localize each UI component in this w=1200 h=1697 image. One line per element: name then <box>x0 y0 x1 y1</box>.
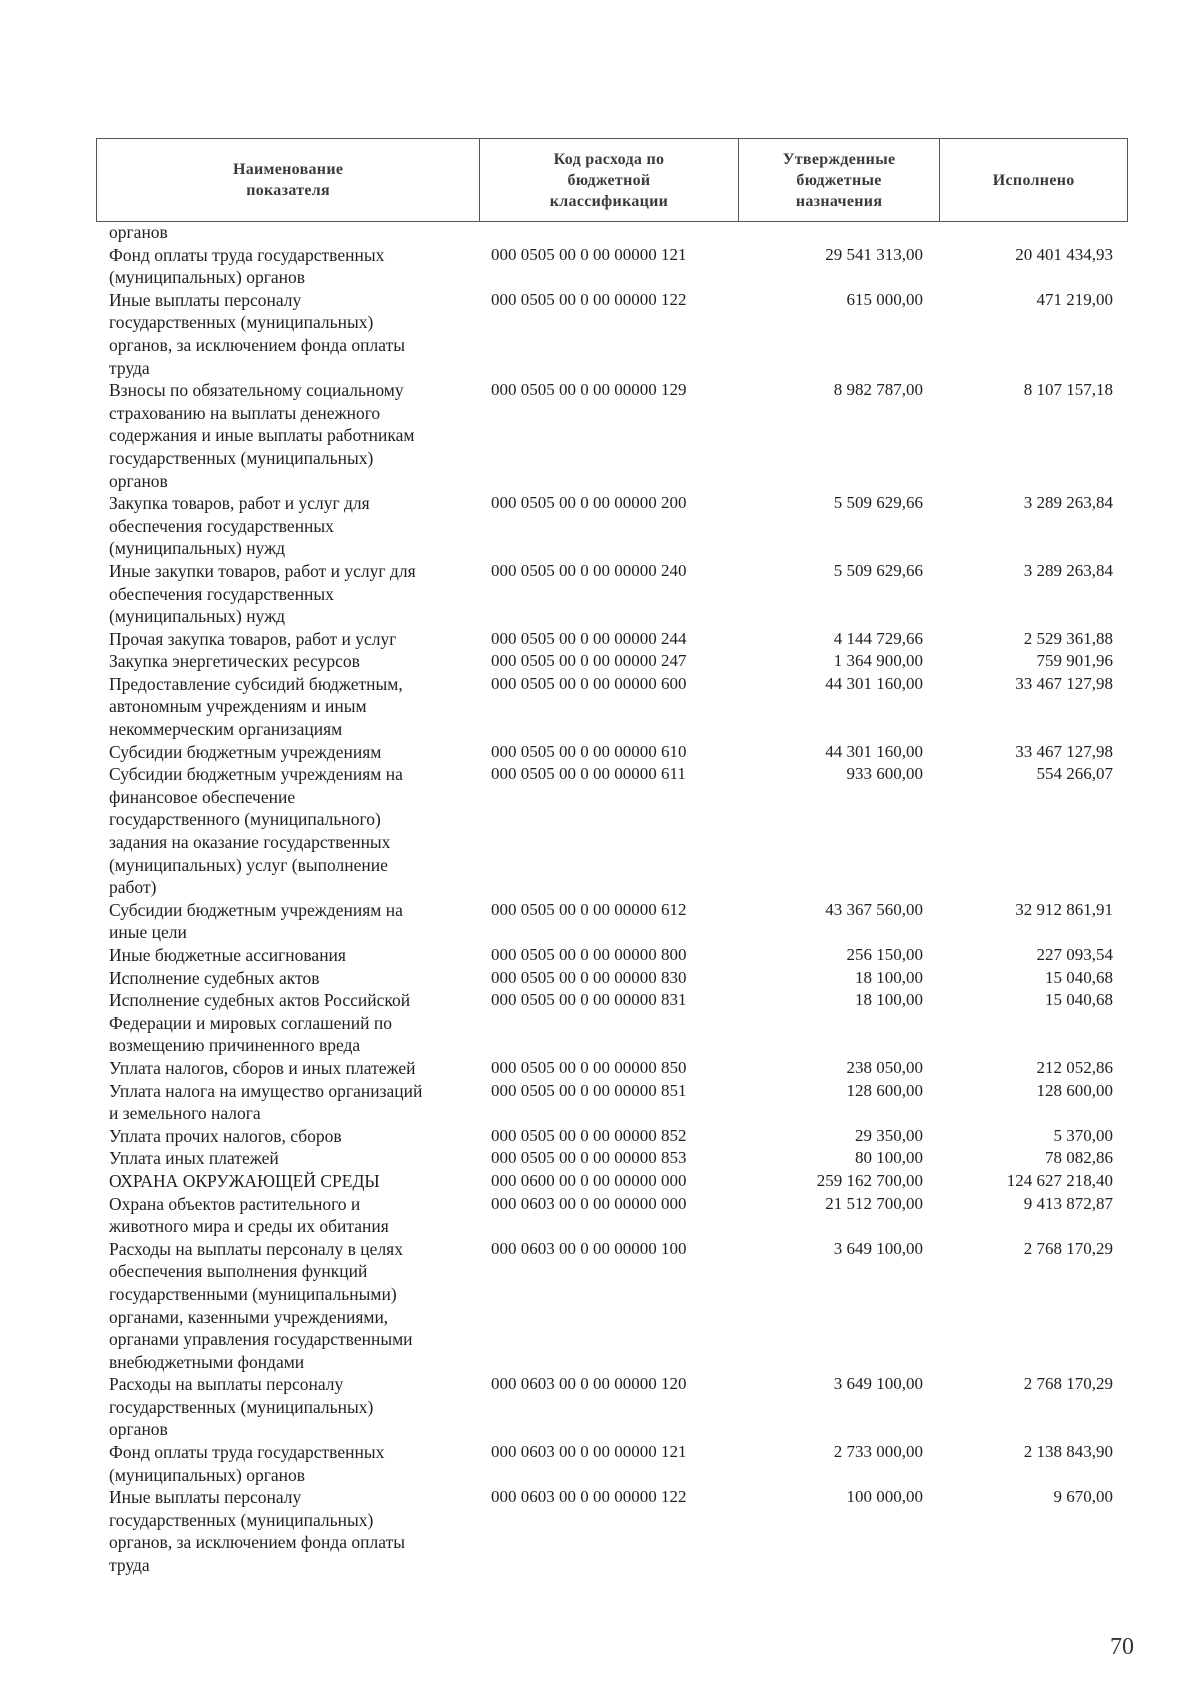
indicator-name-line: (муниципальных) нужд <box>109 606 286 627</box>
expense-code: 000 0505 00 0 00 00000 122 <box>491 289 687 309</box>
expense-code: 000 0505 00 0 00 00000 200 <box>491 493 687 513</box>
table-row <box>109 1080 1129 1125</box>
indicator-name-line: Иные бюджетные ассигнования <box>109 945 346 965</box>
executed-amount: 33 467 127,98 <box>1015 741 1113 761</box>
expense-code: 000 0505 00 0 00 00000 240 <box>491 560 687 580</box>
indicator-name <box>109 492 487 560</box>
expense-code: 000 0505 00 0 00 00000 121 <box>491 244 687 264</box>
expense-code: 000 0603 00 0 00 00000 000 <box>491 1193 687 1213</box>
indicator-name <box>109 628 487 651</box>
table-row <box>109 289 1129 379</box>
approved-amount: 21 512 700,00 <box>825 1193 923 1213</box>
indicator-name <box>109 1373 487 1441</box>
table-row <box>109 1147 1129 1170</box>
table-row <box>109 763 1129 899</box>
indicator-name-line: Уплата иных платежей <box>109 1148 279 1169</box>
approved-amount: 18 100,00 <box>855 967 923 987</box>
indicator-name-line: органов <box>109 470 168 491</box>
executed-amount: 20 401 434,93 <box>1015 244 1113 264</box>
indicator-name-line: Расходы на выплаты персоналу в целях <box>109 1238 403 1259</box>
header-line: назначения <box>795 192 883 210</box>
table-row <box>109 650 1129 673</box>
indicator-name-line: Субсидии бюджетным учреждениям на <box>109 899 403 920</box>
approved-amount: 8 982 787,00 <box>833 380 923 400</box>
expense-code: 000 0505 00 0 00 00000 800 <box>491 945 687 964</box>
indicator-name-line: финансовое обеспечение <box>109 786 296 807</box>
expense-code: 000 0505 00 0 00 00000 831 <box>491 990 687 1010</box>
indicator-name <box>109 1080 487 1125</box>
header-expense-code <box>480 139 739 221</box>
indicator-name-line: государственного (муниципального) <box>109 809 381 830</box>
indicator-name-line: Охрана объектов растительного и <box>109 1193 361 1214</box>
indicator-name <box>109 379 487 492</box>
expense-code: 000 0603 00 0 00 00000 122 <box>491 1487 687 1507</box>
indicator-name-line: государственными (муниципальными) <box>109 1283 397 1304</box>
table-row <box>109 989 1129 1057</box>
executed-amount: 9 413 872,87 <box>1023 1193 1113 1213</box>
approved-amount <box>723 221 923 244</box>
approved-amount: 18 100,00 <box>855 990 923 1010</box>
indicator-name <box>109 1486 487 1576</box>
indicator-name-line: Предоставление субсидий бюджетным, <box>109 673 403 694</box>
indicator-name-line: (муниципальных) нужд <box>109 538 286 559</box>
expense-code: 000 0600 00 0 00 00000 000 <box>491 1170 687 1190</box>
approved-amount: 100 000,00 <box>846 1487 923 1507</box>
indicator-name-line: Иные выплаты персоналу <box>109 289 302 310</box>
header-indicator-name <box>97 139 480 221</box>
executed-amount: 15 040,68 <box>1045 967 1113 987</box>
indicator-name-line: задания на оказание государственных <box>109 832 391 853</box>
indicator-name <box>109 650 487 673</box>
indicator-name-line: Фонд оплаты труда государственных <box>109 1442 385 1463</box>
indicator-name <box>109 1170 487 1193</box>
executed-amount: 3 289 263,84 <box>1023 560 1113 580</box>
executed-amount: 471 219,00 <box>1036 289 1113 309</box>
executed-amount: 33 467 127,98 <box>1015 673 1113 693</box>
header-line: показателя <box>246 182 331 199</box>
header-executed <box>940 139 1127 221</box>
expense-code: 000 0505 00 0 00 00000 611 <box>491 764 686 784</box>
executed-amount: 227 093,54 <box>1036 945 1113 964</box>
table-row <box>109 628 1129 651</box>
approved-amount: 29 350,00 <box>855 1125 923 1145</box>
indicator-name-line: обеспечения государственных <box>109 583 334 604</box>
table-row <box>109 967 1129 990</box>
indicator-name-line: Уплата налога на имущество организаций <box>109 1080 423 1101</box>
indicator-name-line: органов, за исключением фонда оплаты <box>109 334 405 355</box>
indicator-name-line: животного мира и среды их обитания <box>109 1216 389 1237</box>
indicator-name <box>109 763 487 899</box>
expense-code: 000 0505 00 0 00 00000 600 <box>491 673 687 693</box>
approved-amount: 256 150,00 <box>846 945 923 964</box>
indicator-name <box>109 741 487 764</box>
indicator-name-line: обеспечения выполнения функций <box>109 1261 368 1282</box>
executed-amount: 15 040,68 <box>1045 990 1113 1010</box>
indicator-name-line: иные цели <box>109 922 187 943</box>
indicator-name <box>109 989 487 1057</box>
indicator-name-line: Закупка энергетических ресурсов <box>109 651 360 672</box>
indicator-name-line: Субсидии бюджетным учреждениям на <box>109 764 403 785</box>
table-row <box>109 673 1129 741</box>
table-row <box>109 1441 1129 1486</box>
header-line: Наименование <box>232 161 344 178</box>
indicator-name-line: органов <box>109 1419 168 1440</box>
approved-amount: 933 600,00 <box>846 764 923 784</box>
indicator-name-line: (муниципальных) услуг (выполнение <box>109 854 388 875</box>
indicator-name-line: труда <box>109 1555 150 1576</box>
indicator-name <box>109 289 487 379</box>
approved-amount: 2 733 000,00 <box>833 1442 923 1462</box>
indicator-name <box>109 673 487 741</box>
expense-code: 000 0505 00 0 00 00000 612 <box>491 899 687 919</box>
table-row <box>109 1486 1129 1576</box>
indicator-name-line: Взносы по обязательному социальному <box>109 380 404 401</box>
indicator-name <box>109 899 487 944</box>
approved-amount: 1 364 900,00 <box>833 651 923 671</box>
expense-code: 000 0505 00 0 00 00000 851 <box>491 1080 687 1100</box>
approved-amount: 4 144 729,66 <box>833 628 923 648</box>
table-row <box>109 560 1129 628</box>
executed-amount: 212 052,86 <box>1036 1057 1113 1077</box>
executed-amount: 78 082,86 <box>1045 1148 1113 1168</box>
header-approved-budget <box>739 139 941 221</box>
indicator-name <box>109 560 487 628</box>
indicator-name <box>109 1238 487 1374</box>
indicator-name-line: государственных (муниципальных) <box>109 1396 374 1417</box>
indicator-name-line: и земельного налога <box>109 1103 261 1124</box>
table-row <box>109 899 1129 944</box>
table-row <box>109 944 1129 967</box>
executed-amount: 3 289 263,84 <box>1023 493 1113 513</box>
indicator-name-line: Фонд оплаты труда государственных <box>109 244 385 265</box>
table-row <box>109 492 1129 560</box>
table-row <box>109 1057 1129 1080</box>
indicator-name-line: Уплата налогов, сборов и иных платежей <box>109 1057 416 1078</box>
indicator-name <box>109 967 487 990</box>
expense-code: 000 0505 00 0 00 00000 853 <box>491 1148 687 1168</box>
header-line: бюджетные <box>796 171 882 189</box>
expense-code: 000 0603 00 0 00 00000 100 <box>491 1238 687 1258</box>
indicator-name <box>109 1057 487 1080</box>
table-body <box>109 221 1129 1577</box>
executed-amount: 2 529 361,88 <box>1023 628 1113 648</box>
executed-amount: 128 600,00 <box>1036 1080 1113 1100</box>
executed-amount: 124 627 218,40 <box>1006 1170 1113 1190</box>
indicator-name-line: труда <box>109 357 150 378</box>
indicator-name-line: Исполнение судебных актов <box>109 967 320 988</box>
indicator-name-line: страхованию на выплаты денежного <box>109 402 381 423</box>
table-row <box>109 1373 1129 1441</box>
indicator-name-line: возмещению причиненного вреда <box>109 1035 361 1056</box>
indicator-name <box>109 221 487 244</box>
approved-amount: 44 301 160,00 <box>825 673 923 693</box>
indicator-name-line: (муниципальных) органов <box>109 1464 306 1485</box>
executed-amount: 2 768 170,29 <box>1023 1238 1113 1258</box>
table-row <box>109 1193 1129 1238</box>
indicator-name-line: содержания и иные выплаты работникам <box>109 425 415 446</box>
indicator-name-line: автономным учреждениям и иным <box>109 696 367 717</box>
table-row <box>109 1125 1129 1148</box>
expense-code: 000 0603 00 0 00 00000 121 <box>491 1442 687 1462</box>
executed-amount: 8 107 157,18 <box>1023 380 1113 400</box>
indicator-name-line: обеспечения государственных <box>109 515 334 536</box>
indicator-name-line: Прочая закупка товаров, работ и услуг <box>109 628 397 649</box>
table-row <box>109 379 1129 492</box>
indicator-name-line: государственных (муниципальных) <box>109 1509 374 1530</box>
expense-code: 000 0505 00 0 00 00000 129 <box>491 380 687 400</box>
indicator-name-line: Иные закупки товаров, работ и услуг для <box>109 560 416 581</box>
approved-amount: 3 649 100,00 <box>833 1374 923 1394</box>
approved-amount: 128 600,00 <box>846 1080 923 1100</box>
indicator-name <box>109 1193 487 1238</box>
indicator-name <box>109 1441 487 1486</box>
table-row <box>109 741 1129 764</box>
page-number: 70 <box>1110 1634 1134 1660</box>
approved-amount: 238 050,00 <box>846 1057 923 1077</box>
approved-amount: 615 000,00 <box>846 289 923 309</box>
approved-amount: 80 100,00 <box>855 1148 923 1168</box>
executed-amount: 759 901,96 <box>1036 651 1113 671</box>
indicator-name-line: органами, казенными учреждениями, <box>109 1306 389 1327</box>
header-line: классификации <box>549 192 669 210</box>
table-row <box>109 1170 1129 1193</box>
header-line: бюджетной <box>567 171 651 189</box>
executed-amount: 2 138 843,90 <box>1023 1442 1113 1462</box>
executed-amount: 2 768 170,29 <box>1023 1374 1113 1394</box>
indicator-name-line: внебюджетными фондами <box>109 1351 305 1372</box>
executed-amount: 9 670,00 <box>1053 1487 1113 1507</box>
expense-code <box>487 221 723 244</box>
executed-amount: 554 266,07 <box>1036 764 1113 784</box>
approved-amount: 3 649 100,00 <box>833 1238 923 1258</box>
indicator-name <box>109 944 487 967</box>
expense-code: 000 0505 00 0 00 00000 830 <box>491 967 687 987</box>
approved-amount: 29 541 313,00 <box>825 244 923 264</box>
indicator-name-line: Федерации и мировых соглашений по <box>109 1012 392 1033</box>
approved-amount: 259 162 700,00 <box>816 1170 923 1190</box>
indicator-name-line: Субсидии бюджетным учреждениям <box>109 741 382 762</box>
table-row <box>109 1238 1129 1374</box>
indicator-name-line: Исполнение судебных актов Российской <box>109 990 411 1011</box>
table-row <box>109 221 1129 244</box>
approved-amount: 43 367 560,00 <box>825 899 923 919</box>
header-line: Код расхода по <box>553 150 665 168</box>
executed-amount <box>923 221 1113 244</box>
expense-code: 000 0505 00 0 00 00000 247 <box>491 651 687 671</box>
indicator-name-line: государственных (муниципальных) <box>109 312 374 333</box>
executed-amount: 5 370,00 <box>1053 1125 1113 1145</box>
indicator-name-line: органов, за исключением фонда оплаты <box>109 1532 405 1553</box>
expense-code: 000 0505 00 0 00 00000 850 <box>491 1057 687 1077</box>
header-line: Исполнено <box>992 171 1075 189</box>
expense-code: 000 0505 00 0 00 00000 852 <box>491 1125 687 1145</box>
expense-code: 000 0505 00 0 00 00000 610 <box>491 741 687 761</box>
indicator-name-line: Расходы на выплаты персоналу <box>109 1374 344 1395</box>
expense-code: 000 0603 00 0 00 00000 120 <box>491 1374 687 1394</box>
header-line: Утвержденные <box>782 150 896 168</box>
indicator-name-line: Иные выплаты персоналу <box>109 1487 302 1508</box>
indicator-name-line: Уплата прочих налогов, сборов <box>109 1125 342 1146</box>
approved-amount: 5 509 629,66 <box>833 493 923 513</box>
approved-amount: 44 301 160,00 <box>825 741 923 761</box>
approved-amount: 5 509 629,66 <box>833 560 923 580</box>
indicator-name-line: (муниципальных) органов <box>109 267 306 288</box>
indicator-name <box>109 1125 487 1148</box>
table-header <box>96 138 1128 222</box>
executed-amount: 32 912 861,91 <box>1015 899 1113 919</box>
indicator-name-line: органов <box>109 222 168 242</box>
indicator-name-line: работ) <box>109 877 157 898</box>
indicator-name-line: некоммерческим организациям <box>109 719 343 740</box>
indicator-name-line: государственных (муниципальных) <box>109 447 374 468</box>
indicator-name <box>109 244 487 289</box>
indicator-name <box>109 1147 487 1170</box>
indicator-name-line: Закупка товаров, работ и услуг для <box>109 493 370 514</box>
indicator-name-line: органами управления государственными <box>109 1329 413 1350</box>
expense-code: 000 0505 00 0 00 00000 244 <box>491 628 687 648</box>
table-row <box>109 244 1129 289</box>
indicator-name-line: ОХРАНА ОКРУЖАЮЩЕЙ СРЕДЫ <box>109 1170 380 1191</box>
